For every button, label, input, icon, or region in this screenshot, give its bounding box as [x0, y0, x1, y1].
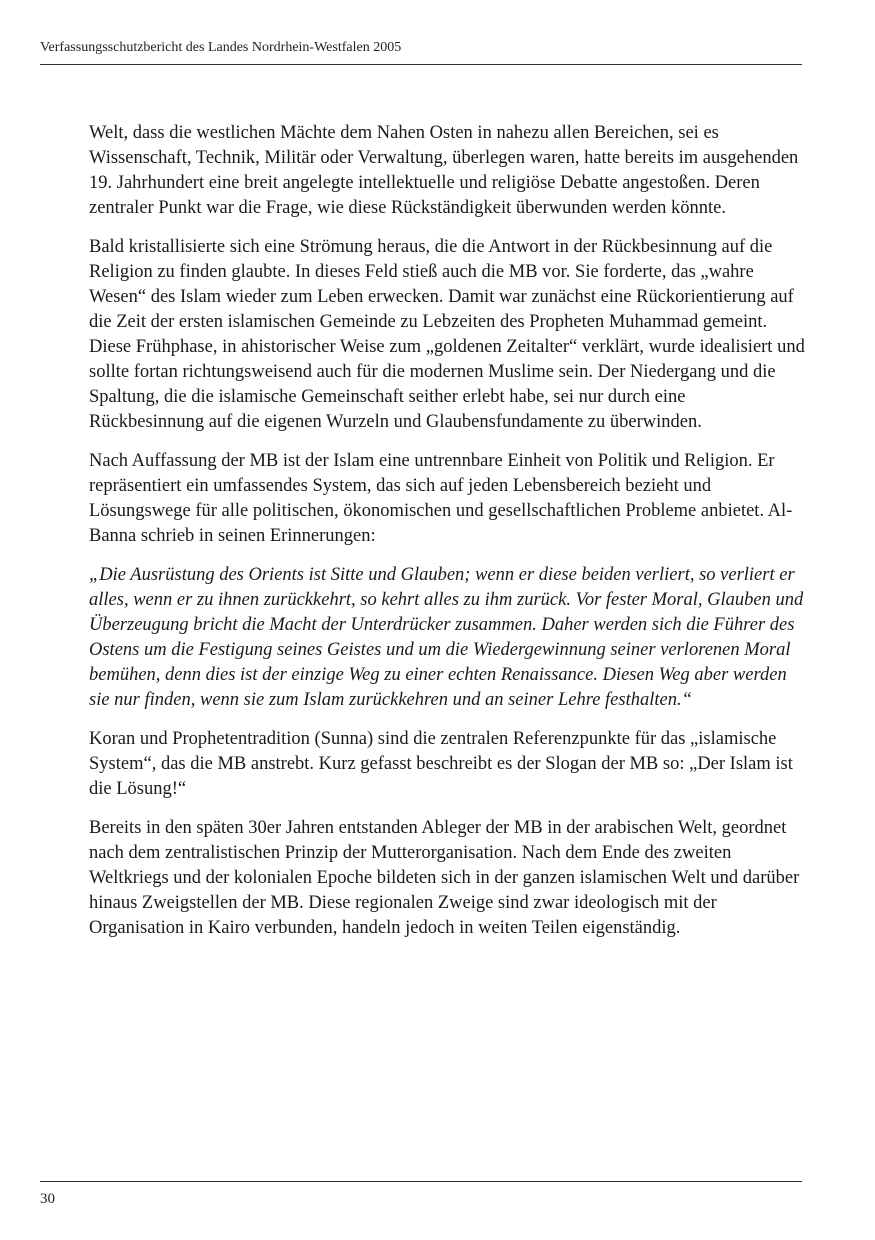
page-body	[89, 121, 805, 955]
header-divider	[40, 64, 802, 65]
footer-divider	[40, 1181, 802, 1182]
body-paragraph: Welt, dass die westlichen Mächte dem Nahen Osten in nahezu allen Bereichen, sei es Wissenschaft, Technik, Militär oder Verwaltung, überlegen waren, hatte bereits im ausgehenden 19. Jahrhundert eine breit angelegte intellektuelle und religiöse Debatte angestoßen. Deren zentraler Punkt war die Frage, wie diese Rückständigkeit überwunden werden könnte.	[89, 123, 799, 218]
body-paragraph: Bereits in den späten 30er Jahren entstanden Ableger der MB in der arabischen Welt, geordnet nach dem zentralistischen Prinzip der Mutterorganisation. Nach dem Ende des zweiten Weltkriegs und der kolonialen Epoche bildeten sich in der ganzen islamischen Welt und darüber hinaus Zweigstellen der MB. Diese regionalen Zweige sind zwar ideologisch mit der Organisation in Kairo verbunden, handeln jedoch in weiten Teilen eigenständig.	[89, 818, 800, 938]
body-paragraph: Koran und Prophetentradition (Sunna) sind die zentralen Referenzpunkte für das „islamische System“, das die MB anstrebt. Kurz gefasst beschreibt es der Slogan der MB so: „Der Islam ist die Lösung!“	[89, 729, 793, 799]
body-paragraph: Bald kristallisierte sich eine Strömung heraus, die die Antwort in der Rückbesinnung auf die Religion zu finden glaubte. In dieses Feld stieß auch die MB vor. Sie forderte, das „wahre Wesen“ des Islam wieder zum Leben erwecken. Damit war zunächst eine Rückorientierung auf die Zeit der ersten islamischen Gemeinde zu Lebzeiten des Propheten Muhammad gemeint. Diese Frühphase, in ahistorischer Weise zum „goldenen Zeitalter“ verklärt, wurde idealisiert und sollte fortan richtungsweisend auch für die modernen Muslime sein. Der Niedergang und die Spaltung, die die islamische Gemeinschaft seither erlebt habe, sei nur durch eine Rückbesinnung auf die eigenen Wurzeln und Glaubensfundamente zu überwinden.	[89, 237, 805, 432]
running-header: Verfassungsschutzbericht des Landes Nordrhein-Westfalen 2005	[40, 40, 402, 55]
body-paragraph: Nach Auffassung der MB ist der Islam eine untrennbare Einheit von Politik und Religion. Er repräsentiert ein umfassendes System, das sich auf jeden Lebensbereich bezieht und Lösungswege für alle politischen, ökonomischen und gesellschaftlichen Probleme anbietet. Al-Banna schrieb in seinen Erinnerungen:	[89, 451, 793, 546]
block-quote: „Die Ausrüstung des Orients ist Sitte und Glauben; wenn er diese beiden verliert, so verliert er alles, wenn er zu ihnen zurückkehrt, so kehrt alles zu ihm zurück. Vor fester Moral, Glauben und Überzeugung bricht die Macht der Unterdrücker zusammen. Daher werden sich die Führer des Ostens um die Festigung seines Geistes und um die Wiedergewinnung seiner verlorenen Moral bemühen, denn dies ist der einzige Weg zu einer echten Renaissance. Diesen Weg aber werden sie nur finden, wenn sie zum Islam zurückkehren und an seiner Lehre festhalten.“	[89, 565, 804, 710]
page-number: 30	[40, 1191, 55, 1207]
